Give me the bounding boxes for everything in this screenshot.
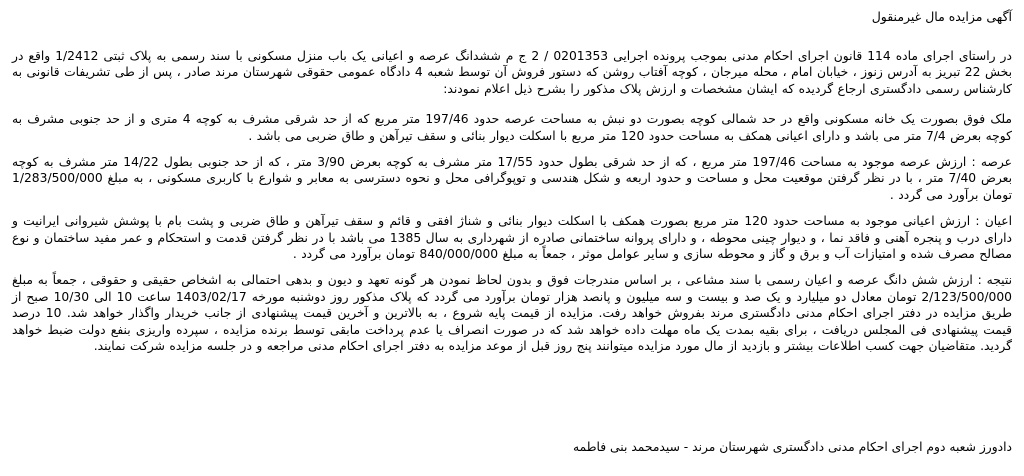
land-valuation-paragraph: عرصه : ارزش عرصه موجود به مساحت 197/46 متر مربع ، که از حد شرقی بطول حدود 17/55 متر مشرف به کوچه بعرض 3/90 متر ، که از حد جنوبی بطول 14/22 متر مشرف به کوچه بعرض 7/40 متر ، با در نظر گرفتن موقعیت محل و مساحت و حدود اربعه و شکل هندسی و توپوگرافی محل و نحوه دسترسی به معابر و شوارع با کاربری مسکونی ، به مبلغ 1/283/500/000 تومان برآورد می گردد . (12, 155, 1013, 202)
building-valuation-paragraph: اعیان : ارزش اعیانی موجود به مساحت حدود 120 متر مربع بصورت همکف با اسکلت دیوار بنائی و شناژ افقی و قائم و سقف تیرآهن و طاق ضربی و پشت بام با پوشش شیروانی ایرانیت و دارای درب و پنجره آهنی و فاقد نما ، و دیوار چینی محوطه ، و دارای پروانه ساختمانی صادره از شهرداری به سال 1385 می باشد با در نظر گرفتن قدمت و استحکام و عمر مفید ساختمان و نوع مصالح مصرف شده و امتیازات آب و برق و گاز و محوطه سازی و سایر عوامل موثر ، جمعاً به مبلغ 840/000/000 تومان برآورد می گردد . (12, 214, 1012, 262)
intro-paragraph: در راستای اجرای ماده 114 قانون اجرای احکام مدنی بموجب پرونده اجرایی 0201353 / 2 ج م ششدانگ عرصه و اعیانی یک باب منزل مسکونی با سند رسمی به پلاک ثبتی 1/2412 واقع در بخش 22 تبریز به آدرس زنوز ، خیابان امام ، محله میرجان ، کوچه آفتاب روشن که دستور فروش آن توسط شعبه 4 دادگاه عمومی حقوقی شهرستان مرند صادر ، پس از طی تشریفات قانونی به کارشناس رسمی دادگستری ارجاع گردیده که ایشان مشخصات و ارزش پلاک مذکور را بشرح ذیل اعلام نمودند: (12, 49, 1012, 96)
property-description-paragraph: ملک فوق بصورت یک خانه مسکونی واقع در حد شمالی کوچه بصورت دو نبش به مساحت عرصه حدود 197/46 متر مربع که از حد شرقی مشرف به کوچه 4 متری و از حد جنوبی مشرف به کوچه بعرض 7/4 متر می باشد و دارای اعیانی همکف به مساحت حدود 120 متر مربع با اسکلت دیوار بنائی و سقف تیرآهن و طاق ضربی می باشد . (12, 112, 1012, 143)
document-title: آگهی مزایده مال غیرمنقول (871, 9, 1012, 24)
result-paragraph: نتیجه : ارزش شش دانگ عرصه و اعیان رسمی با سند مشاعی ، بر اساس مندرجات فوق و بدون لحاظ نمودن هر گونه تعهد و دیون و بدهی احتمالی به اشخاص حقیقی و حقوقی ، جمعاً به مبلغ 2/123/500/000 تومان معادل دو میلیارد و یک صد و بیست و سه میلیون و پانصد هزار تومان برآورد می گردد که پلاک مذکور روز دوشنبه مورخه 1403/02/17 ساعت 10 الی 10/30 صبح از طریق مزایده در دفتر اجرای احکام مدنی دادگستری مرند بفروش خواهد رفت. مزایده از قیمت پایه شروع ، به بالاترین و آخرین قیمت پیشنهادی از جانب خریدار واگذار خواهد شد. 10 درصد قیمت پیشنهادی فی المجلس دریافت ، برای بقیه بمدت یک ماه مهلت داده خواهد شد که در صورت انصراف یا عدم پرداخت مابقی توسط برنده مزایده ، سپرده واریزی بنفع دولت ضبط خواهد گردید. متقاضیان جهت کسب اطلاعات بیشتر و بازدید از مال مورد مزایده میتوانند پنج روز قبل از موعد مزایده به دفتر اجرای احکام مدنی مراجعه و در جلسه مزایده شرکت نمایند. (12, 273, 1013, 354)
signature-line: دادورز شعبه دوم اجرای احکام مدنی دادگستری شهرستان مرند - سیدمحمد بنی فاطمه (573, 440, 1012, 454)
